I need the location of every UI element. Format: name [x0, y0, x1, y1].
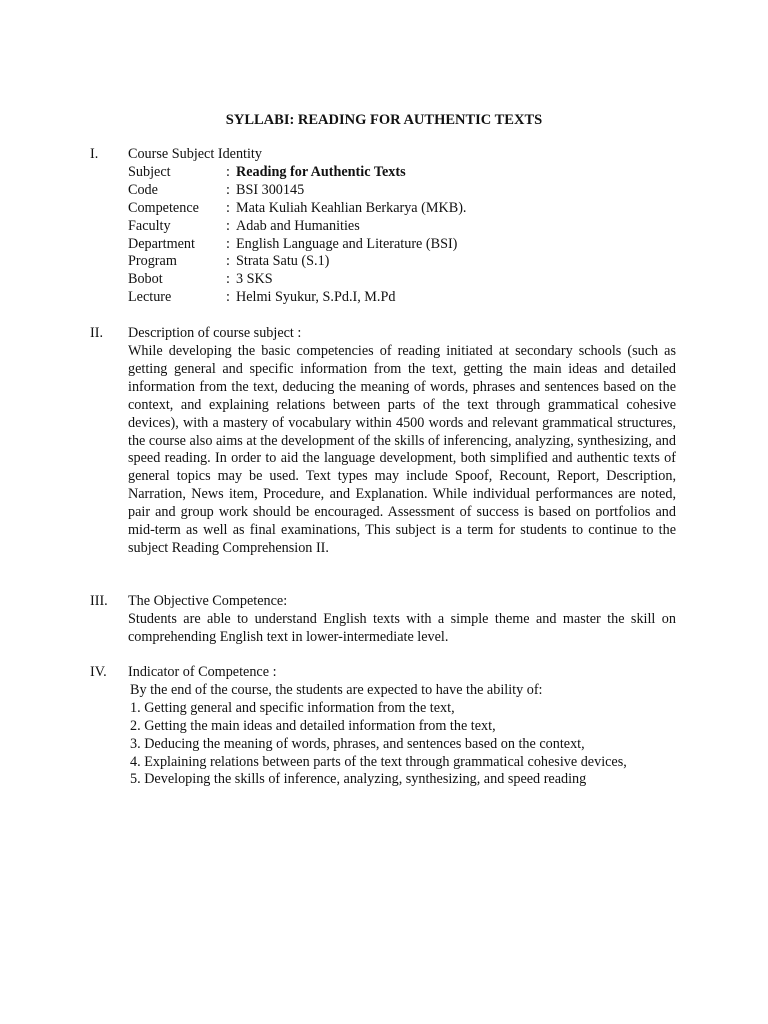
identity-colon: :: [226, 253, 230, 270]
identity-row-lecture: [128, 289, 676, 307]
identity-row-competence: [128, 200, 676, 218]
indicator-intro: By the end of the course, the students are expected to have the ability of:: [130, 682, 543, 698]
identity-colon: :: [226, 271, 230, 288]
identity-colon: :: [226, 181, 230, 198]
identity-table: [128, 164, 676, 307]
list-item: 1. Getting general and specific information from the text,: [130, 699, 455, 716]
section-course-identity: [90, 146, 680, 316]
list-item: 4. Explaining relations between parts of the text through grammatical cohesive devices,: [130, 753, 627, 770]
identity-value: Reading for Authentic Texts: [236, 164, 406, 180]
section-heading: Course Subject Identity: [128, 146, 262, 162]
list-item: 3. Deducing the meaning of words, phrases, and sentences based on the context,: [130, 735, 585, 752]
section-number: II.: [90, 325, 103, 341]
section-number: IV.: [90, 664, 107, 680]
identity-label: Department: [128, 235, 195, 252]
identity-colon: :: [226, 164, 230, 180]
identity-label: Code: [128, 181, 158, 198]
identity-value: Adab and Humanities: [236, 217, 360, 234]
document-title: SYLLABI: READING FOR AUTHENTIC TEXTS: [225, 112, 543, 128]
identity-colon: :: [226, 217, 230, 234]
list-item: 2. Getting the main ideas and detailed information from the text,: [130, 717, 496, 734]
section-number: III.: [90, 593, 108, 609]
section-heading: The Objective Competence:: [128, 593, 288, 609]
description-paragraph: While developing the basic competencies of reading initiated at secondary schools (such as getting general and specific information from the text, getting the main ideas and detailed information from the text, deducing the meaning of words, phrases and sentences based on the context, and explaining relations between parts of the text through grammatical cohesive devices), with a mastery of vocabulary within 4500 words and relevant grammatical structures, the course also aims at the development of the skills of inferencing, analyzing, synthesizing, and speed reading. In order to aid the language development, both simplified and authentic texts of general topics may be used. Text types may include Spoof, Recount, Report, Description, Narration, News item, Procedure, and Explanation. While individual performances are noted, pair and group work should be encouraged. Assessment of success is based on portfolios and mid-term as well as final examinations, This subject is a term for students to continue to the subject Reading Comprehension II.: [128, 343, 676, 556]
identity-label: Subject: [128, 164, 171, 180]
identity-value: 3 SKS: [236, 271, 273, 288]
identity-value: Helmi Syukur, S.Pd.I, M.Pd: [236, 289, 396, 306]
section-heading: Description of course subject :: [128, 325, 302, 341]
section-number: I.: [90, 146, 99, 162]
identity-label: Lecture: [128, 289, 172, 306]
identity-row-subject: [128, 164, 676, 182]
objective-paragraph: Students are able to understand English texts with a simple theme and master the skill on comprehending English text in lower-intermediate level.: [128, 611, 676, 645]
section-heading: Indicator of Competence :: [128, 664, 277, 680]
identity-value: Strata Satu (S.1): [236, 253, 330, 270]
section-objective-competence: [90, 593, 680, 653]
identity-value: BSI 300145: [236, 181, 305, 198]
section-indicator-competence: [90, 664, 680, 794]
identity-value: Mata Kuliah Keahlian Berkarya (MKB).: [236, 199, 467, 216]
identity-label: Bobot: [128, 271, 163, 288]
indicator-list: [130, 682, 676, 789]
list-item: 5. Developing the skills of inference, analyzing, synthesizing, and speed reading: [130, 771, 587, 788]
identity-value: English Language and Literature (BSI): [236, 235, 458, 252]
identity-label: Competence: [128, 199, 199, 216]
identity-colon: :: [226, 199, 230, 216]
identity-label: Faculty: [128, 217, 171, 234]
identity-row-code: [128, 182, 676, 200]
identity-row-program: [128, 253, 676, 271]
identity-label: Program: [128, 253, 177, 270]
identity-colon: :: [226, 289, 230, 306]
identity-row-bobot: [128, 271, 676, 289]
identity-colon: :: [226, 235, 230, 252]
identity-row-faculty: [128, 218, 676, 236]
section-description: [90, 325, 680, 580]
identity-row-department: [128, 236, 676, 254]
